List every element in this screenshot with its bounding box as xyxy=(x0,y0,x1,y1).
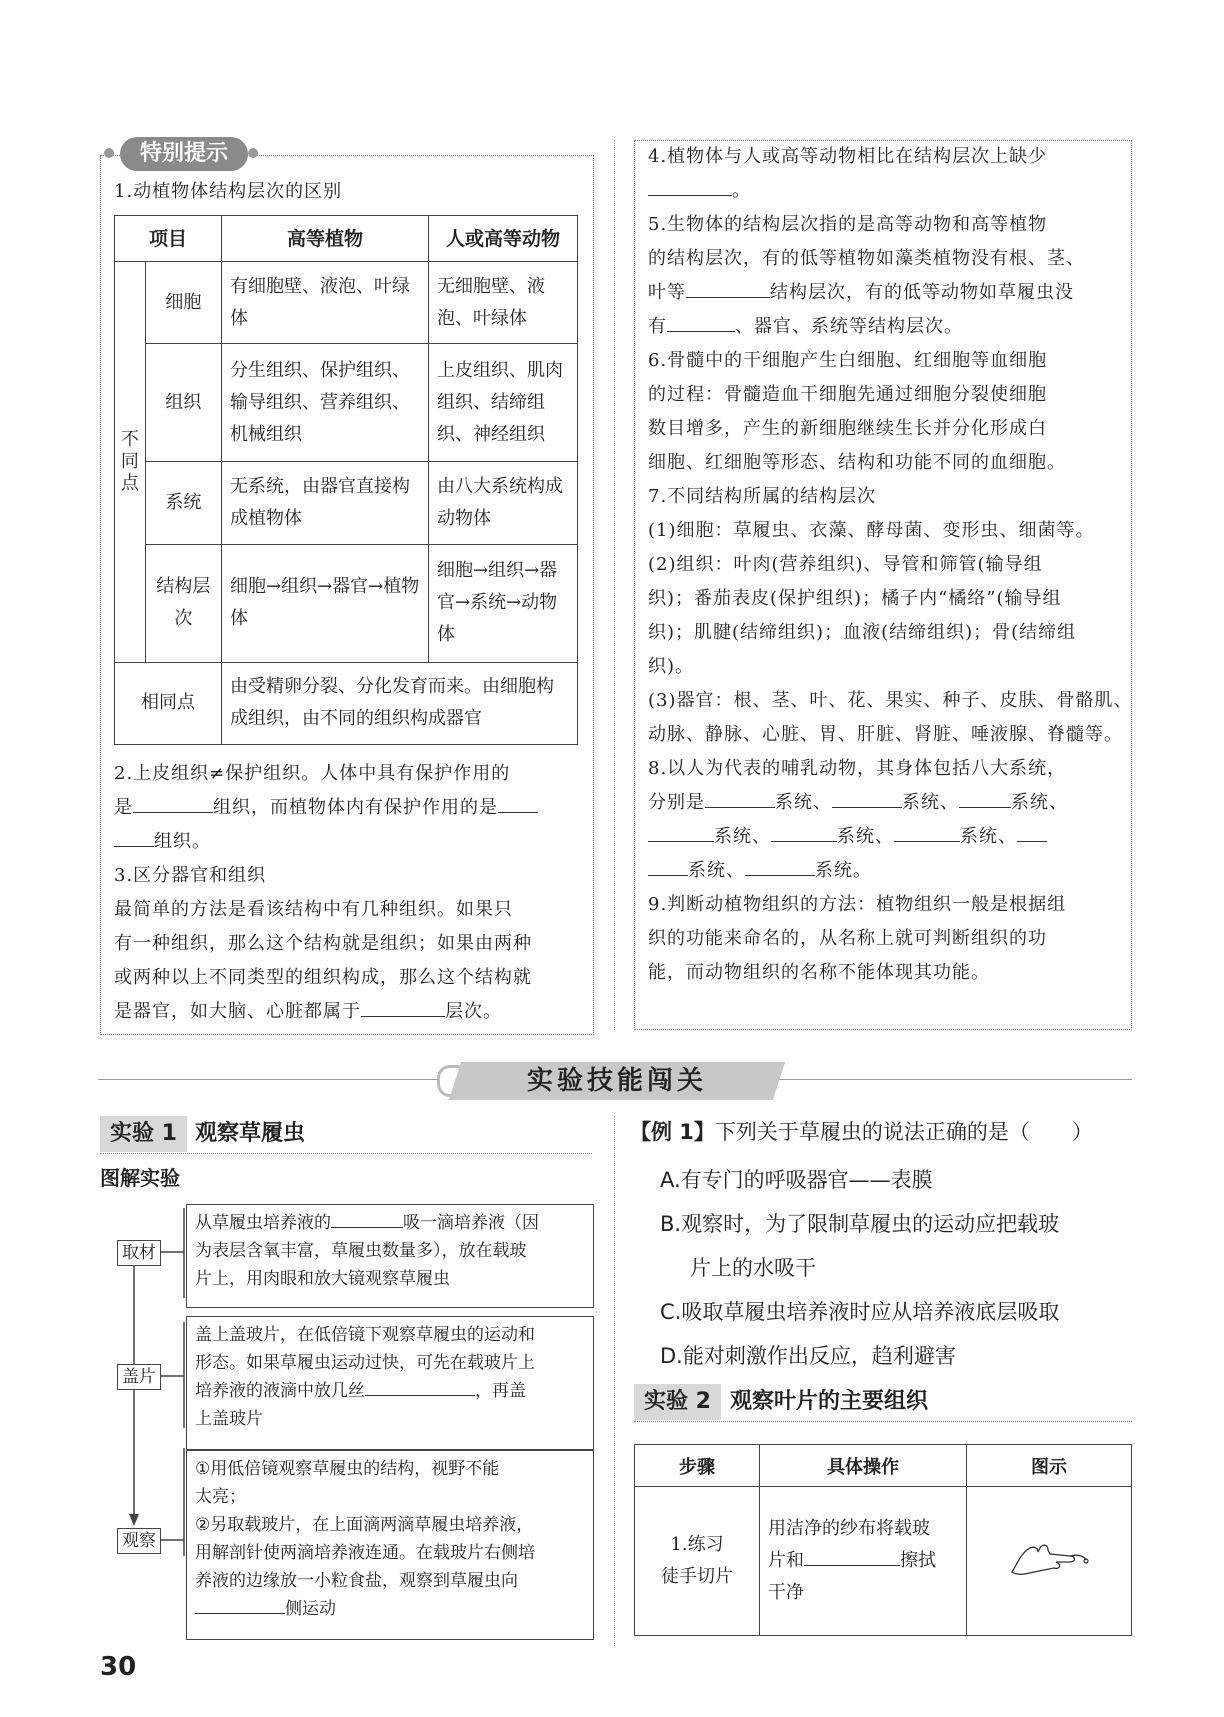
flow2-line3 xyxy=(195,1377,585,1405)
column-divider-bottom xyxy=(614,1116,615,1646)
blank xyxy=(498,796,538,813)
aspect-cell: 组织 xyxy=(145,344,221,462)
animal-cell: 细胞→组织→器官→系统→动物体 xyxy=(429,544,578,662)
blank xyxy=(686,281,770,298)
step-line2: 徒手切片 xyxy=(661,1566,733,1587)
section-title: 实验技能闯关 xyxy=(526,1066,707,1096)
text: 叶等 xyxy=(648,282,686,303)
plant-cell: 有细胞壁、液泡、叶绿体 xyxy=(222,262,429,344)
operation-cell xyxy=(760,1487,967,1636)
column-divider xyxy=(614,140,615,1030)
note7-tissue4: 织)。 xyxy=(648,656,695,677)
flow3-line5: 养液的边缘放一小粒食盐，观察到草履虫向 xyxy=(195,1571,518,1591)
text: 。 xyxy=(732,180,751,201)
diff-label: 不同点 xyxy=(115,262,146,663)
op-line3: 干净 xyxy=(768,1582,804,1603)
same-text: 由受精卵分裂、分化发育而来。由细胞构成组织，由不同的组织构成器官 xyxy=(222,662,578,744)
note9-line1: 9.判断动植物组织的方法：植物组织一般是根据组 xyxy=(648,894,1067,915)
blank xyxy=(832,791,902,808)
note7-organ2: 动脉、静脉、心脏、胃、肝脏、肾脏、唾液腺、脊髓等。 xyxy=(648,724,1123,745)
steps-head-figure: 图示 xyxy=(967,1445,1132,1487)
text: 是器官，如大脑、心脏都属于 xyxy=(114,1001,361,1022)
blank xyxy=(667,315,735,332)
tip-item2-line2 xyxy=(114,791,538,825)
example1-stem xyxy=(630,1114,1093,1150)
op-line1: 用洁净的纱布将载玻 xyxy=(768,1518,930,1539)
flow-label-sampling: 取材 xyxy=(117,1240,161,1266)
tip-badge: 特别提示 xyxy=(120,137,248,171)
steps-header-row xyxy=(635,1445,1132,1487)
option-b-line2: 片上的水吸干 xyxy=(690,1256,816,1280)
flow1-line3: 片上，用肉眼和放大镜观察草履虫 xyxy=(195,1269,450,1289)
flow3-line2: 太亮； xyxy=(195,1487,246,1507)
text: 、器官、系统等结构层次。 xyxy=(735,316,963,337)
note7-title: 7.不同结构所属的结构层次 xyxy=(648,486,877,507)
note8-line4 xyxy=(648,854,872,888)
blank xyxy=(705,791,775,808)
note8-line2 xyxy=(648,786,1068,820)
note5-line3 xyxy=(648,276,1074,310)
flow3-line1: ①用低倍镜观察草履虫的结构，视野不能 xyxy=(195,1459,500,1479)
table-row-same xyxy=(115,662,578,744)
table-row xyxy=(115,544,578,662)
blank xyxy=(894,825,960,842)
text: 系统、 xyxy=(837,826,894,847)
option-d: D.能对刺激作出反应，趋利避害 xyxy=(660,1344,956,1368)
flow-box-observe xyxy=(186,1450,594,1640)
text: 系统、 xyxy=(688,860,745,881)
blank xyxy=(804,1549,900,1566)
table-row xyxy=(115,262,578,344)
table-row xyxy=(115,344,578,462)
note6-line1: 6.骨髓中的干细胞产生白细胞、红细胞等血细胞 xyxy=(648,350,1048,371)
note7-cells: (1)细胞：草履虫、衣藻、酵母菌、变形虫、细菌等。 xyxy=(648,520,1095,541)
exp2-header xyxy=(634,1384,721,1420)
tip-item2-line3 xyxy=(114,825,211,859)
note6-line4: 细胞、红细胞等形态、结构和功能不同的血细胞。 xyxy=(648,452,1066,473)
page-number: 30 xyxy=(100,1652,137,1682)
note5-line2: 的结构层次，有的低等植物如藻类植物没有根、茎、 xyxy=(648,248,1085,269)
tip-item3-line4 xyxy=(114,995,502,1029)
text: 系统、 xyxy=(1011,792,1068,813)
note6-line2: 的过程：骨髓造血干细胞先通过细胞分裂使细胞 xyxy=(648,384,1047,405)
text: 系统。 xyxy=(815,860,872,881)
blank xyxy=(648,825,714,842)
table-header-row xyxy=(115,216,578,262)
plant-cell: 无系统，由器官直接构成植物体 xyxy=(222,462,429,544)
text: 下列关于草履虫的说法正确的是（ ） xyxy=(714,1120,1093,1144)
blank xyxy=(331,1212,403,1228)
note8-line1: 8.以人为代表的哺乳动物，其身体包括八大系统， xyxy=(648,758,1067,779)
animal-cell: 由八大系统构成动物体 xyxy=(429,462,578,544)
flow2-line4: 上盖玻片 xyxy=(195,1409,263,1429)
flow-label-observe: 观察 xyxy=(117,1528,161,1554)
flow1-line1 xyxy=(195,1209,585,1237)
badge-dot-left xyxy=(104,148,114,158)
option-b-line1: B.观察时，为了限制草履虫的运动应把载玻 xyxy=(660,1212,1060,1236)
option-c: C.吸取草履虫培养液时应从培养液底层吸取 xyxy=(660,1300,1060,1324)
note7-tissue1: (2)组织：叶肉(营养组织)、导管和筛管(输导组 xyxy=(648,554,1043,575)
text: 结构层次，有的低等动物如草履虫没 xyxy=(770,282,1074,303)
text: 侧运动 xyxy=(285,1599,336,1619)
table-row xyxy=(635,1487,1132,1636)
table-row xyxy=(115,462,578,544)
text: 有 xyxy=(648,316,667,337)
text: 层次。 xyxy=(445,1001,502,1022)
blank xyxy=(114,830,154,847)
blank xyxy=(195,1598,285,1614)
exp2-number: 实验 2 xyxy=(644,1389,711,1414)
example1-tag: 【例 1】 xyxy=(630,1120,715,1144)
blank xyxy=(133,796,213,813)
op-line2 xyxy=(768,1545,958,1577)
text: 是 xyxy=(114,797,133,818)
blank xyxy=(361,1000,445,1017)
blank xyxy=(745,859,815,876)
step-line1: 1.练习 xyxy=(670,1534,724,1555)
table-head-item: 项目 xyxy=(115,216,222,262)
option-a: A.有专门的呼吸器官——表膜 xyxy=(660,1168,933,1192)
tip-item3-line2: 有一种组织，那么这个结构就是组织；如果由两种 xyxy=(114,933,532,954)
tip-item1-title: 1.动植物体结构层次的区别 xyxy=(114,181,343,202)
flow-label-cover: 盖片 xyxy=(117,1364,161,1390)
text: ，再盖 xyxy=(475,1381,526,1401)
tip-item3-line1: 最简单的方法是看该结构中有几种组织。如果只 xyxy=(114,899,513,920)
aspect-cell: 结构层次 xyxy=(145,544,221,662)
text: 系统、 xyxy=(960,826,1017,847)
text: 系统、 xyxy=(775,792,832,813)
step-cell xyxy=(635,1487,760,1636)
blank xyxy=(648,859,688,876)
flow1-line2: 为表层含氧丰富，草履虫数量多），放在载玻 xyxy=(195,1241,527,1261)
steps-head-operation: 具体操作 xyxy=(760,1445,967,1487)
tip-item3-title: 3.区分器官和组织 xyxy=(114,865,267,886)
exp1-title: 观察草履虫 xyxy=(195,1121,306,1146)
note7-tissue2: 织)；番茄表皮(保护组织)；橘子内“橘络”(输导组 xyxy=(648,588,1062,609)
exp1-subtitle: 图解实验 xyxy=(100,1166,180,1190)
plant-cell: 细胞→组织→器官→植物体 xyxy=(222,544,429,662)
text: 组织。 xyxy=(154,831,211,852)
badge-dot-right xyxy=(248,148,258,158)
note9-line3: 能，而动物组织的名称不能体现其功能。 xyxy=(648,962,990,983)
text: 吸一滴培养液（因 xyxy=(403,1213,539,1233)
animal-cell: 无细胞壁、液泡、叶绿体 xyxy=(429,262,578,344)
exp2-underline xyxy=(634,1421,1132,1422)
text: 从草履虫培养液的 xyxy=(195,1213,331,1233)
steps-table xyxy=(634,1444,1132,1636)
text: 分别是 xyxy=(648,792,705,813)
blank xyxy=(648,179,732,196)
tip-item2-line1: 2.上皮组织≠保护组织。人体中具有保护作用的 xyxy=(114,763,511,784)
text: 系统、 xyxy=(714,826,771,847)
note4-line2 xyxy=(648,174,751,208)
text: 擦拭 xyxy=(900,1550,936,1571)
note9-line2: 织的功能来命名的，从名称上就可判断组织的功 xyxy=(648,928,1047,949)
plant-cell: 分生组织、保护组织、输导组织、营养组织、机械组织 xyxy=(222,344,429,462)
animal-cell: 上皮组织、肌肉组织、结缔组织、神经组织 xyxy=(429,344,578,462)
hand-wiping-icon xyxy=(1004,1534,1094,1584)
figure-cell xyxy=(967,1487,1132,1636)
aspect-cell: 系统 xyxy=(145,462,221,544)
note7-tissue3: 织)；肌腱(结缔组织)；血液(结缔组织)；骨(结缔组 xyxy=(648,622,1077,643)
note8-line3 xyxy=(648,820,1047,854)
note7-organ1: (3)器官：根、茎、叶、花、果实、种子、皮肤、骨骼肌、 xyxy=(648,690,1133,711)
flow2-line2: 形态。如果草履虫运动过快，可先在载玻片上 xyxy=(195,1353,535,1373)
text: 系统、 xyxy=(902,792,959,813)
text: 片和 xyxy=(768,1550,804,1571)
exp2-title: 观察叶片的主要组织 xyxy=(730,1389,929,1414)
blank xyxy=(365,1380,475,1396)
steps-head-step: 步骤 xyxy=(635,1445,760,1487)
flow-box-cover xyxy=(186,1316,594,1450)
blank xyxy=(959,791,1011,808)
flow3-line6 xyxy=(195,1595,585,1623)
text: 组织，而植物体内有保护作用的是 xyxy=(213,797,498,818)
note5-line4 xyxy=(648,310,963,344)
flow2-line1: 盖上盖玻片，在低倍镜下观察草履虫的运动和 xyxy=(195,1325,535,1345)
note5-line1: 5.生物体的结构层次指的是高等动物和高等植物 xyxy=(648,214,1048,235)
same-label: 相同点 xyxy=(115,662,222,744)
exp1-underline xyxy=(100,1153,592,1154)
table-head-plant: 高等植物 xyxy=(222,216,429,262)
text: 培养液的液滴中放几丝 xyxy=(195,1381,365,1401)
flow-box-sampling xyxy=(186,1204,594,1308)
table-head-animal: 人或高等动物 xyxy=(429,216,578,262)
aspect-cell: 细胞 xyxy=(145,262,221,344)
exp1-header xyxy=(100,1116,187,1152)
flow3-line4: 用解剖针使两滴培养液连通。在载玻片右侧培 xyxy=(195,1543,535,1563)
tip-item3-line3: 或两种以上不同类型的组织构成，那么这个结构就 xyxy=(114,967,532,988)
exp1-number: 实验 1 xyxy=(110,1121,177,1146)
blank xyxy=(1017,825,1047,842)
note4-line1: 4.植物体与人或高等动物相比在结构层次上缺少 xyxy=(648,146,1048,167)
note6-line3: 数目增多，产生的新细胞继续生长并分化形成白 xyxy=(648,418,1047,439)
comparison-table xyxy=(114,215,578,745)
flow3-line3: ②另取载玻片，在上面滴两滴草履虫培养液， xyxy=(195,1515,534,1535)
blank xyxy=(771,825,837,842)
